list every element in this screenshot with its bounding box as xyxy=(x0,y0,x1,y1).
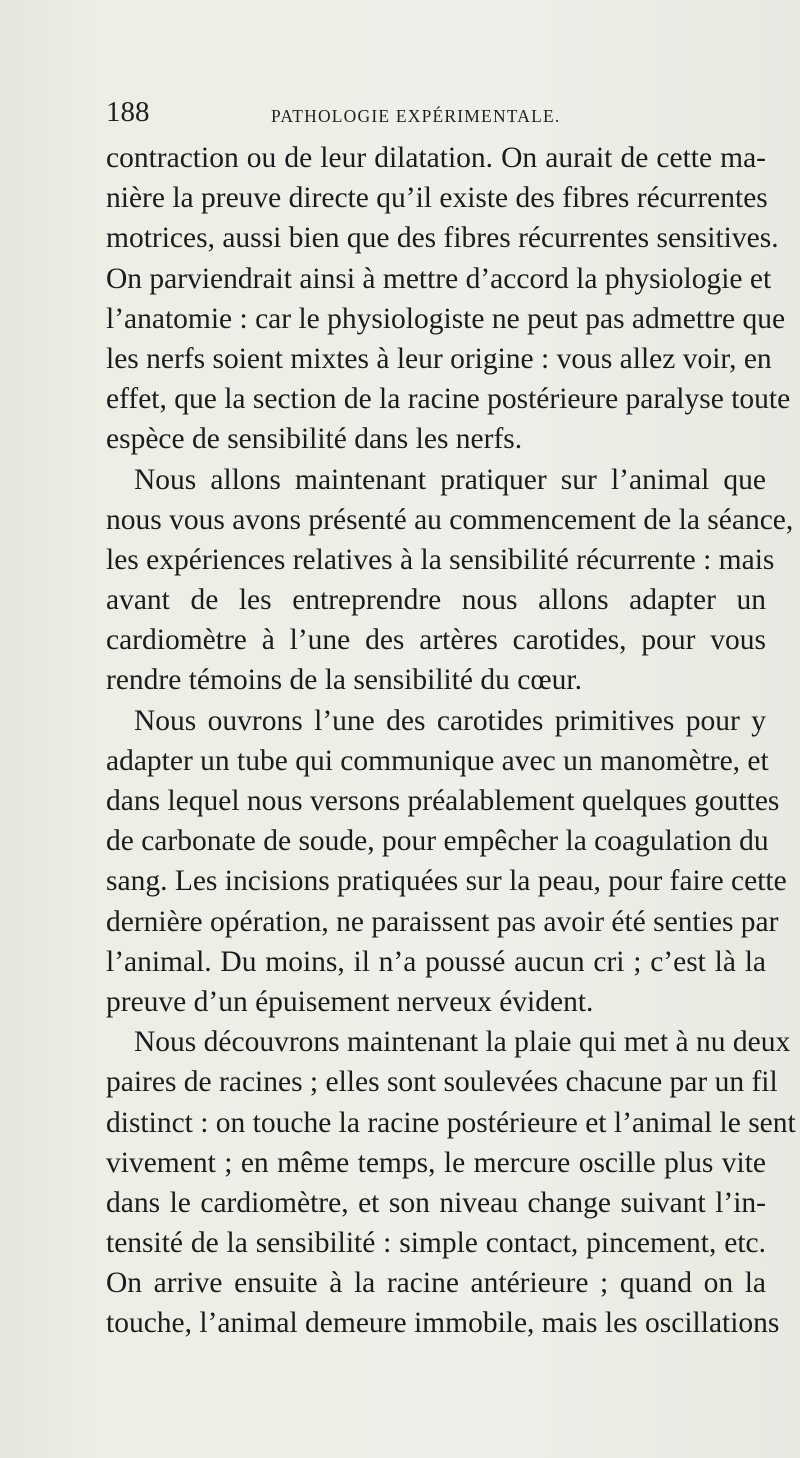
text-line: cardiomètre à l’une des artères carotides, pour vous xyxy=(106,624,766,657)
text-line: preuve d’un épuisement nerveux évident. xyxy=(106,985,594,1018)
text-line: nière la preuve directe qu’il existe des fibres récurrentes xyxy=(106,182,768,215)
page-header xyxy=(106,92,706,132)
text-line: paires de racines ; elles sont soulevées chacune par un fil xyxy=(106,1066,778,1099)
text-line: tensité de la sensibilité : simple contact, pincement, etc. xyxy=(106,1227,766,1260)
text-line: espèce de sensibilité dans les nerfs. xyxy=(106,423,523,456)
body-text xyxy=(106,138,796,1344)
text-line: l’animal. Du moins, il n’a poussé aucun cri ; c’est là la xyxy=(106,945,766,978)
text-line: les nerfs soient mixtes à leur origine : vous allez voir, en xyxy=(106,342,772,375)
text-line: dernière opération, ne paraissent pas avoir été senties par xyxy=(106,905,779,938)
text-line: dans le cardiomètre, et son niveau change suivant l’in- xyxy=(106,1186,766,1219)
text-line: touche, l’animal demeure immobile, mais les oscillations xyxy=(106,1307,780,1340)
text-line: sang. Les incisions pratiquées sur la peau, pour faire cette xyxy=(106,865,787,898)
text-line: les expériences relatives à la sensibilité récurrente : mais xyxy=(106,543,775,576)
text-line: contraction ou de leur dilatation. On aurait de cette ma- xyxy=(106,142,766,174)
text-line: On parviendrait ainsi à mettre d’accord la physiologie et xyxy=(106,262,772,295)
page-number: 188 xyxy=(106,96,150,128)
text-line: motrices, aussi bien que des fibres récurrentes sensitives. xyxy=(106,222,779,255)
text-line: adapter un tube qui communique avec un manomètre, et xyxy=(106,744,769,777)
text-line: Nous allons maintenant pratiquer sur l’animal que xyxy=(134,463,766,496)
text-line: dans lequel nous versons préalablement quelques gouttes xyxy=(106,785,780,817)
running-title: PATHOLOGIE EXPÉRIMENTALE. xyxy=(271,106,561,126)
text-line: l’anatomie : car le physiologiste ne peut pas admettre que xyxy=(106,302,786,335)
text-line: Nous découvrons maintenant la plaie qui met à nu deux xyxy=(134,1026,791,1059)
text-line: nous vous avons présenté au commencement de la séance, xyxy=(106,503,794,536)
text-line: On arrive ensuite à la racine antérieure ; quand on la xyxy=(106,1267,766,1300)
text-line: distinct : on touche la racine postérieure et l’animal le sent xyxy=(106,1106,796,1139)
text-line: effet, que la section de la racine postérieure paralyse toute xyxy=(106,383,791,416)
text-line: avant de les entreprendre nous allons adapter un xyxy=(106,584,766,617)
text-line: de carbonate de soude, pour empêcher la coagulation du xyxy=(106,825,769,858)
text-line: vivement ; en même temps, le mercure oscille plus vite xyxy=(106,1146,766,1179)
text-line: Nous ouvrons l’une des carotides primitives pour y xyxy=(134,704,766,737)
text-line: rendre témoins de la sensibilité du cœur. xyxy=(106,664,582,697)
